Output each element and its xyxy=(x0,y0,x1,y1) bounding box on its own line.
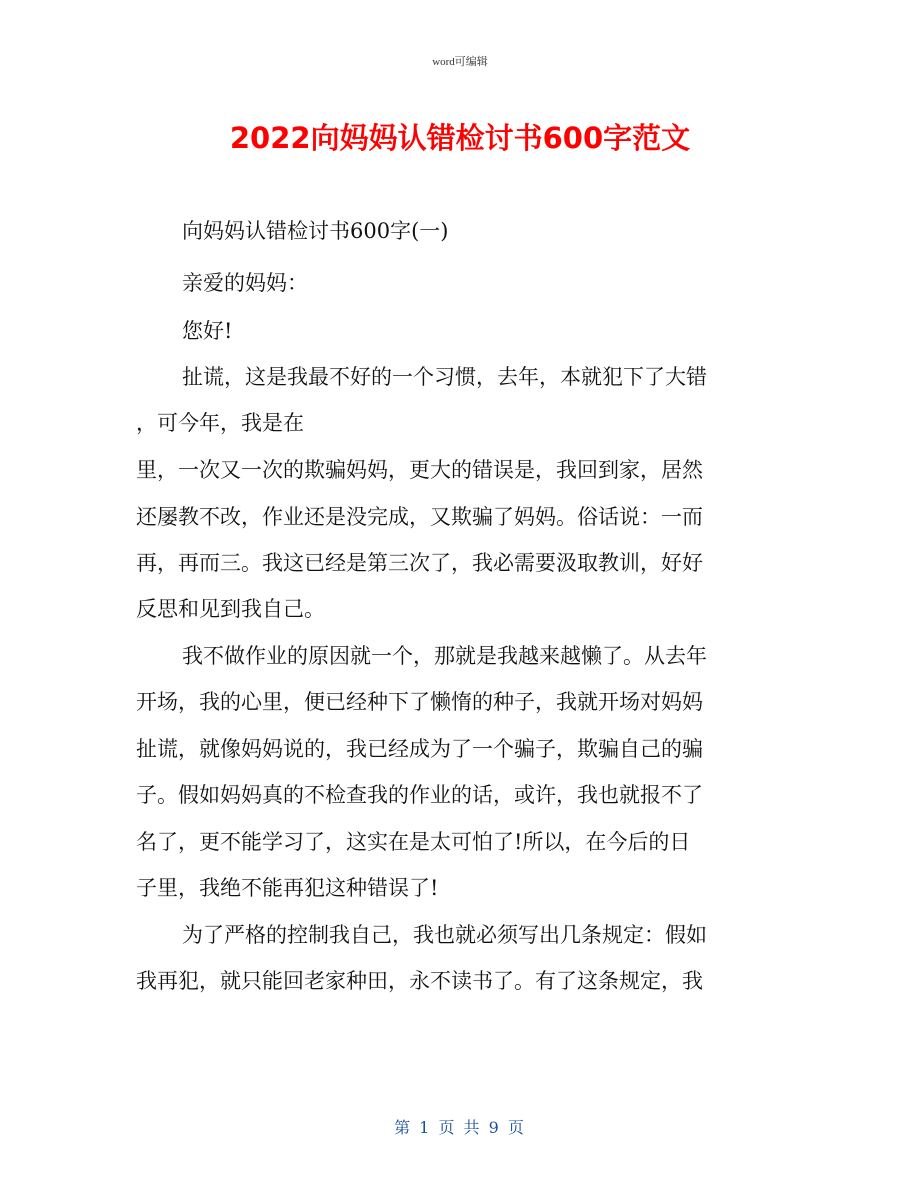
paragraph-line: 子。假如妈妈真的不检查我的作业的话，或许，我也就报不了 xyxy=(136,783,703,807)
paragraph-line: 反思和见到我自己。 xyxy=(136,597,325,621)
paragraph-line: 我再犯，就只能回老家种田，永不读书了。有了这条规定，我 xyxy=(136,969,703,993)
paragraph-line: ，可今年，我是在 xyxy=(136,411,304,435)
paragraph-line: 扯谎，就像妈妈说的，我已经成为了一个骗子，欺骗自己的骗 xyxy=(136,737,703,761)
header-note: word可编辑 xyxy=(432,56,488,68)
paragraph-line: 我不做作业的原因就一个，那就是我越来越懒了。从去年 xyxy=(182,644,707,668)
section-heading: 向妈妈认错检讨书600字(一) xyxy=(182,219,449,243)
paragraph-line: 开场，我的心里，便已经种下了懒惰的种子，我就开场对妈妈 xyxy=(136,690,703,714)
greeting: 您好! xyxy=(182,319,233,343)
paragraph-line: 为了严格的控制我自己，我也就必须写出几条规定：假如 xyxy=(182,923,707,947)
paragraph-line: 再，再而三。我这已经是第三次了，我必需要汲取教训，好好 xyxy=(136,551,703,575)
paragraph-line: 还屡教不改，作业还是没完成，又欺骗了妈妈。俗话说：一而 xyxy=(136,505,703,529)
document-title: 2022向妈妈认错检讨书600字范文 xyxy=(229,121,691,155)
salutation: 亲爱的妈妈： xyxy=(182,271,308,295)
paragraph-line: 名了，更不能学习了，这实在是太可怕了!所以，在今后的日 xyxy=(136,830,691,854)
paragraph-line: 子里，我绝不能再犯这种错误了! xyxy=(136,876,439,900)
page-footer: 第 1 页 共 9 页 xyxy=(394,1118,526,1137)
paragraph-line: 里，一次又一次的欺骗妈妈，更大的错误是，我回到家，居然 xyxy=(136,458,703,482)
paragraph-line: 扯谎，这是我最不好的一个习惯，去年，本就犯下了大错 xyxy=(182,365,707,389)
